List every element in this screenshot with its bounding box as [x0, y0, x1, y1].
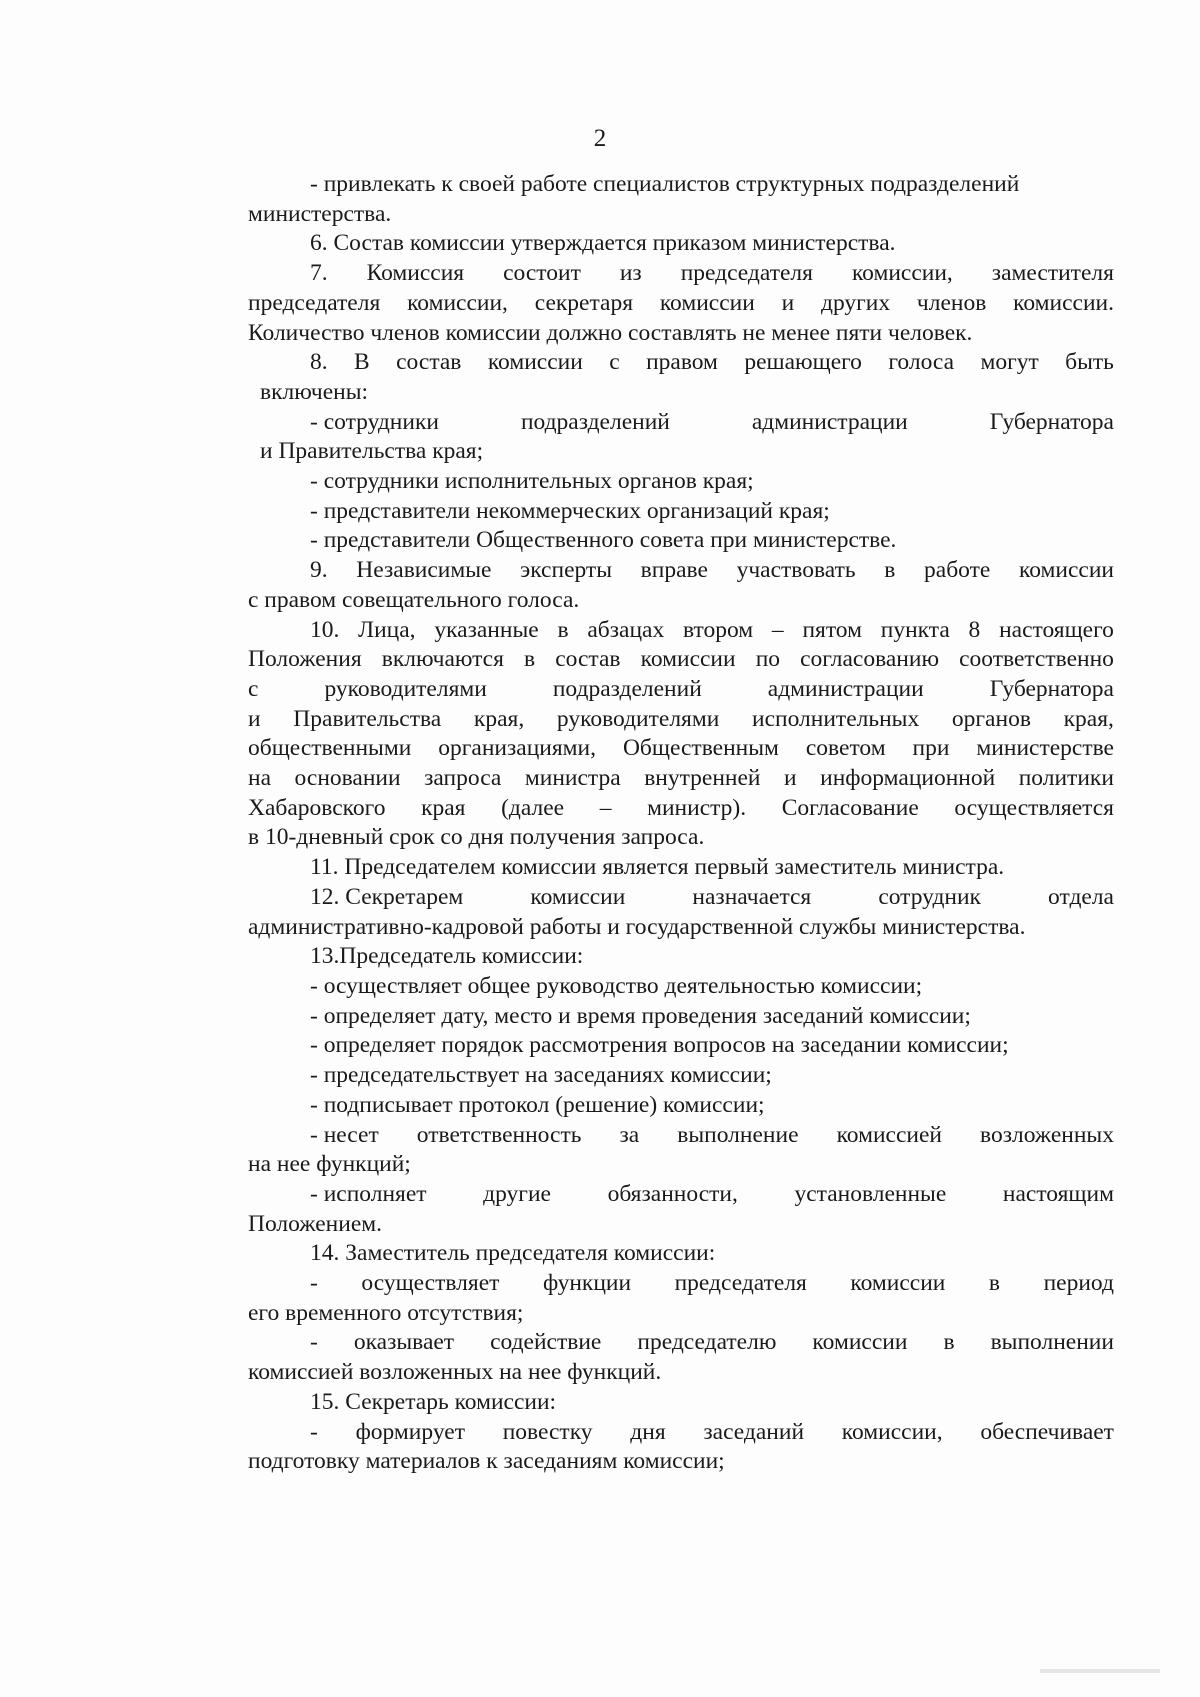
- text-line: [248, 764, 1114, 794]
- word: Губернатора: [989, 408, 1114, 435]
- word: втором: [682, 616, 754, 643]
- paragraph: [248, 883, 1114, 942]
- word: участвовать: [736, 557, 856, 584]
- word: из: [619, 260, 642, 287]
- paragraph: [248, 556, 1114, 615]
- text-line: - представители Общественного совета при министерстве.: [310, 527, 897, 554]
- word: выполнение: [677, 1121, 799, 1148]
- paragraph: [248, 229, 1114, 259]
- text-line: Положением.: [248, 1210, 382, 1237]
- word: -: [310, 1329, 318, 1356]
- word: комиссии: [530, 883, 626, 910]
- word: и: [784, 765, 797, 792]
- word: информационной: [820, 765, 996, 792]
- word: за: [619, 1121, 640, 1148]
- word: подразделений: [520, 408, 670, 435]
- text-line: [248, 675, 1114, 705]
- word: сотрудник: [878, 883, 981, 910]
- text-line: подготовку материалов к заседаниям комиссии;: [248, 1448, 725, 1475]
- paragraph: [248, 408, 1114, 467]
- text-line: [248, 408, 1114, 438]
- word: 10.: [310, 616, 340, 643]
- word: 9.: [310, 557, 328, 584]
- word: 7.: [310, 260, 328, 287]
- word: Хабаровского: [248, 794, 386, 821]
- word: Независимые: [356, 557, 492, 584]
- word: комиссии.: [1013, 289, 1114, 316]
- paragraph: [248, 1031, 1114, 1061]
- paragraph: [248, 1002, 1114, 1032]
- word: комиссии: [659, 289, 755, 316]
- word: администрации: [751, 408, 908, 435]
- text-line: министерства.: [248, 200, 392, 227]
- word: -: [310, 1418, 318, 1445]
- word: установленные: [794, 1180, 947, 1207]
- word: Согласование: [781, 794, 919, 821]
- word: исполнительных: [752, 705, 920, 732]
- word: голоса: [888, 349, 955, 376]
- word: с: [609, 349, 620, 376]
- word: - несет: [310, 1121, 379, 1148]
- word: края: [421, 794, 466, 821]
- word: Общественным: [622, 735, 779, 762]
- text-line: [248, 645, 1114, 675]
- text-line: [248, 259, 1114, 289]
- word: с: [248, 675, 259, 702]
- word: комиссии: [640, 646, 736, 673]
- word: Комиссия: [366, 260, 465, 287]
- word: советом: [805, 735, 886, 762]
- text-line: [248, 289, 1114, 319]
- paragraph: [248, 616, 1114, 854]
- word: согласованию: [800, 646, 939, 673]
- word: состоит: [503, 260, 581, 287]
- word: комиссии,: [407, 289, 508, 316]
- word: министр).: [647, 794, 747, 821]
- text-line: [248, 1180, 1114, 1210]
- word: обязанности,: [607, 1180, 738, 1207]
- text-line: 14. Заместитель председателя комиссии:: [310, 1240, 716, 1267]
- word: пятом: [802, 616, 862, 643]
- paragraph: [248, 1418, 1114, 1477]
- word: период: [1043, 1270, 1114, 1297]
- word: –: [771, 616, 784, 643]
- word: обеспечивает: [980, 1418, 1114, 1445]
- text-line: на нее функций;: [248, 1151, 411, 1178]
- scan-artifact: [1040, 1669, 1160, 1673]
- paragraph: [248, 1239, 1114, 1269]
- paragraph: [248, 942, 1114, 972]
- word: внутренней: [644, 765, 761, 792]
- text-line: - председательствует на заседаниях комиссии;: [310, 1062, 772, 1089]
- word: настоящего: [999, 616, 1114, 643]
- text-line: административно-кадровой работы и государственной службы министерства.: [248, 913, 1026, 940]
- word: запроса: [424, 765, 502, 792]
- text-line: [248, 556, 1114, 586]
- word: края,: [473, 705, 525, 732]
- text-line: - привлекать к своей работе специалистов структурных подразделений: [310, 171, 1020, 197]
- paragraph: [248, 1180, 1114, 1239]
- paragraph: [248, 526, 1114, 556]
- text-line: комиссией возложенных на нее функций.: [248, 1359, 662, 1386]
- word: указанные: [434, 616, 539, 643]
- word: дня: [630, 1418, 666, 1445]
- word: выполнении: [990, 1329, 1114, 1356]
- word: заместителя: [991, 260, 1114, 287]
- word: основании: [294, 765, 401, 792]
- word: состав: [396, 349, 462, 376]
- text-line: 13.Председатель комиссии:: [310, 943, 584, 970]
- word: подразделений: [552, 675, 702, 702]
- document-body: [248, 170, 1114, 1477]
- word: комиссией: [836, 1121, 942, 1148]
- word: состав: [555, 646, 621, 673]
- word: работе: [924, 557, 991, 584]
- word: соответственно: [959, 646, 1114, 673]
- word: председателя: [674, 1270, 807, 1297]
- word: осуществляет: [361, 1270, 500, 1297]
- word: комиссии: [812, 1329, 908, 1356]
- word: при: [912, 735, 950, 762]
- text-line: включены:: [260, 378, 369, 405]
- word: содействие: [490, 1329, 602, 1356]
- word: назначается: [692, 883, 812, 910]
- text-line: - определяет дату, место и время проведения заседаний комиссии;: [310, 1002, 971, 1029]
- word: членов: [916, 289, 987, 316]
- word: абзацах: [587, 616, 665, 643]
- word: осуществляется: [954, 794, 1114, 821]
- paragraph: [248, 1388, 1114, 1418]
- text-line: [248, 616, 1114, 646]
- page-number: 2: [593, 125, 607, 152]
- word: председателя: [680, 260, 813, 287]
- word: функции: [542, 1270, 632, 1297]
- word: заседаний: [703, 1418, 805, 1445]
- text-line: и Правительства края;: [260, 438, 484, 465]
- text-line: [248, 1328, 1114, 1358]
- text-line: [248, 705, 1114, 735]
- word: других: [821, 289, 891, 316]
- word: решающего: [744, 349, 862, 376]
- text-line: его временного отсутствия;: [248, 1299, 524, 1326]
- paragraph: [248, 972, 1114, 1002]
- text-line: 6. Состав комиссии утверждается приказом министерства.: [310, 230, 896, 257]
- text-line: в 10-дневный срок со дня получения запроса.: [248, 824, 705, 851]
- word: комиссии,: [841, 1418, 943, 1445]
- text-line: [248, 794, 1114, 824]
- word: в: [557, 616, 569, 643]
- word: 8.: [310, 349, 328, 376]
- word: оказывает: [353, 1329, 455, 1356]
- text-line: с правом совещательного голоса.: [248, 586, 580, 613]
- word: руководителями: [324, 675, 487, 702]
- text-line: [248, 348, 1114, 378]
- paragraph: [248, 1269, 1114, 1328]
- text-line: - определяет порядок рассмотрения вопросов на заседании комиссии;: [310, 1032, 1009, 1059]
- paragraph: [248, 348, 1114, 407]
- word: руководителями: [556, 705, 720, 732]
- word: министерстве: [976, 735, 1114, 762]
- word: могут: [980, 349, 1039, 376]
- text-line: - подписывает протокол (решение) комиссии;: [310, 1091, 765, 1118]
- word: вправе: [640, 557, 708, 584]
- word: - исполняет: [310, 1180, 427, 1207]
- word: 12. Секретарем: [310, 883, 464, 910]
- word: Лица,: [358, 616, 416, 643]
- paragraph: [248, 1121, 1114, 1180]
- word: Губернатора: [989, 675, 1114, 702]
- word: председателя: [248, 289, 381, 316]
- word: быть: [1065, 349, 1114, 376]
- word: в: [884, 557, 896, 584]
- word: секретаря: [534, 289, 634, 316]
- word: и: [248, 705, 261, 732]
- word: политики: [1018, 765, 1114, 792]
- paragraph: [248, 853, 1114, 883]
- word: комиссии: [487, 349, 583, 376]
- text-line: [248, 1121, 1114, 1151]
- paragraph: [248, 467, 1114, 497]
- text-line: 11. Председателем комиссии является первый заместитель министра.: [310, 854, 1005, 881]
- word: настоящим: [1002, 1180, 1114, 1207]
- word: включаются: [381, 646, 504, 673]
- word: министра: [524, 765, 621, 792]
- word: Положения: [248, 646, 362, 673]
- word: -: [310, 1270, 318, 1297]
- word: Правительства: [293, 705, 442, 732]
- paragraph: [248, 259, 1114, 348]
- word: по: [755, 646, 781, 673]
- paragraph: [248, 497, 1114, 527]
- paragraph: [248, 1061, 1114, 1091]
- word: комиссии: [850, 1270, 946, 1297]
- text-line: [248, 1418, 1114, 1448]
- text-line: - сотрудники исполнительных органов края;: [310, 468, 754, 495]
- word: формирует: [355, 1418, 465, 1445]
- text-line: - представители некоммерческих организаций края;: [310, 497, 830, 524]
- word: В: [354, 349, 370, 376]
- paragraph: [248, 1091, 1114, 1121]
- text-line: 15. Секретарь комиссии:: [310, 1388, 557, 1415]
- word: на: [248, 765, 272, 792]
- word: –: [599, 794, 612, 821]
- word: в: [524, 646, 536, 673]
- word: - сотрудники: [310, 408, 439, 435]
- text-line: [248, 734, 1114, 764]
- word: общественными: [248, 735, 412, 762]
- text-line: Количество членов комиссии должно составлять не менее пяти человек.: [248, 319, 973, 346]
- paragraph: [248, 170, 1114, 229]
- word: эксперты: [520, 557, 612, 584]
- paragraph: [248, 1328, 1114, 1387]
- word: администрации: [767, 675, 924, 702]
- word: комиссии,: [851, 260, 953, 287]
- word: отдела: [1048, 883, 1114, 910]
- word: комиссии: [1018, 557, 1114, 584]
- word: правом: [646, 349, 718, 376]
- text-line: [248, 883, 1114, 913]
- word: организациями,: [438, 735, 596, 762]
- text-line: - осуществляет общее руководство деятельностью комиссии;: [310, 972, 923, 999]
- word: в: [943, 1329, 955, 1356]
- text-line: [248, 1269, 1114, 1299]
- word: председателю: [637, 1329, 777, 1356]
- word: повестку: [502, 1418, 593, 1445]
- word: 8: [968, 616, 981, 643]
- word: (далее: [501, 794, 565, 821]
- word: органов: [951, 705, 1031, 732]
- word: и: [781, 289, 795, 316]
- word: ответственность: [416, 1121, 582, 1148]
- word: другие: [483, 1180, 551, 1207]
- word: края,: [1063, 705, 1114, 732]
- word: в: [988, 1270, 1001, 1297]
- word: возложенных: [980, 1121, 1114, 1148]
- word: пункта: [880, 616, 950, 643]
